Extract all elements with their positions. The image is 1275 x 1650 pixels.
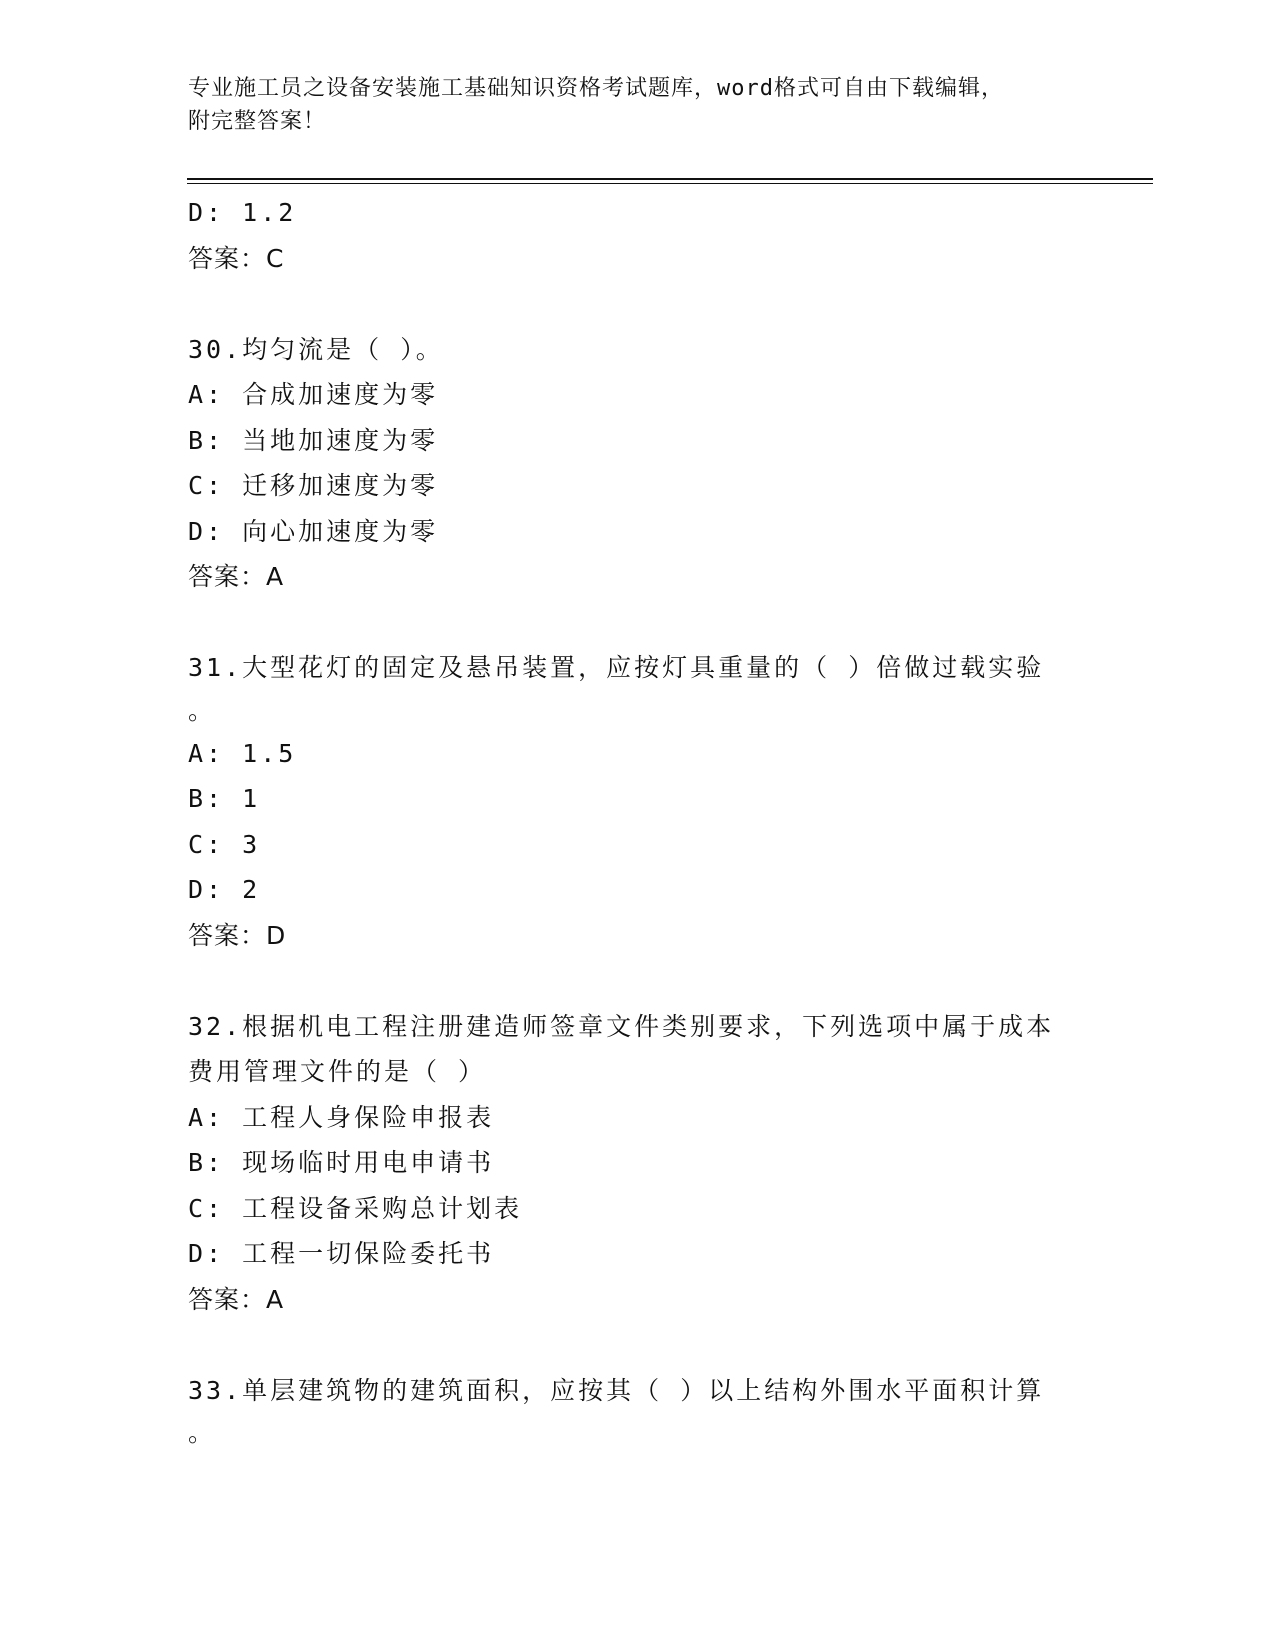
question-33 <box>188 1368 1088 1454</box>
option-a: A: 1.5 <box>188 738 297 768</box>
header-rule-thin <box>187 183 1153 184</box>
question-stem: 30.均匀流是（ ）。 <box>188 334 444 364</box>
header-line-1: 专业施工员之设备安装施工基础知识资格考试题库，word格式可自由下载编辑， <box>188 76 1004 101</box>
option-a: A: 合成加速度为零 <box>188 380 439 409</box>
option-b: B: 现场临时用电申请书 <box>188 1148 495 1177</box>
answer: 答案：D <box>188 920 287 950</box>
option-d: D: 2 <box>188 875 261 904</box>
question-32 <box>188 1004 1088 1323</box>
question-stem: 31.大型花灯的固定及悬吊装置，应按灯具重量的（ ）倍做过载实验 <box>188 653 1045 682</box>
answer: 答案：A <box>188 562 285 591</box>
spacer <box>188 958 1088 1004</box>
question-30 <box>188 327 1088 600</box>
question-stem-continued: 费用管理文件的是（ ） <box>188 1057 487 1086</box>
option-d: D: 向心加速度为零 <box>188 516 439 546</box>
page-header <box>188 72 1088 138</box>
option-b: B: 1 <box>188 784 261 813</box>
option-d: D: 工程一切保险委托书 <box>188 1239 495 1268</box>
header-line-2: 附完整答案！ <box>188 109 327 134</box>
prev-answer: 答案：C <box>188 243 285 273</box>
question-stem: 33.单层建筑物的建筑面积，应按其（ ）以上结构外围水平面积计算 <box>188 1375 1045 1405</box>
question-stem-continued: 。 <box>188 1418 217 1447</box>
spacer <box>188 1322 1088 1368</box>
spacer <box>188 600 1088 646</box>
question-stem: 32.根据机电工程注册建造师签章文件类别要求，下列选项中属于成本 <box>188 1011 1055 1041</box>
option-a: A: 工程人身保险申报表 <box>188 1102 495 1132</box>
header-rule-thick <box>187 178 1153 180</box>
option-c: C: 3 <box>188 829 261 859</box>
question-stem-continued: 。 <box>188 695 217 725</box>
option-b: B: 当地加速度为零 <box>188 425 439 455</box>
option-c: C: 工程设备采购总计划表 <box>188 1193 523 1223</box>
prev-option-d: D: 1.2 <box>188 198 297 227</box>
question-31 <box>188 645 1088 958</box>
question-content <box>188 190 1088 1453</box>
spacer <box>188 281 1088 327</box>
answer: 答案：A <box>188 1284 285 1314</box>
option-c: C: 迁移加速度为零 <box>188 471 439 500</box>
